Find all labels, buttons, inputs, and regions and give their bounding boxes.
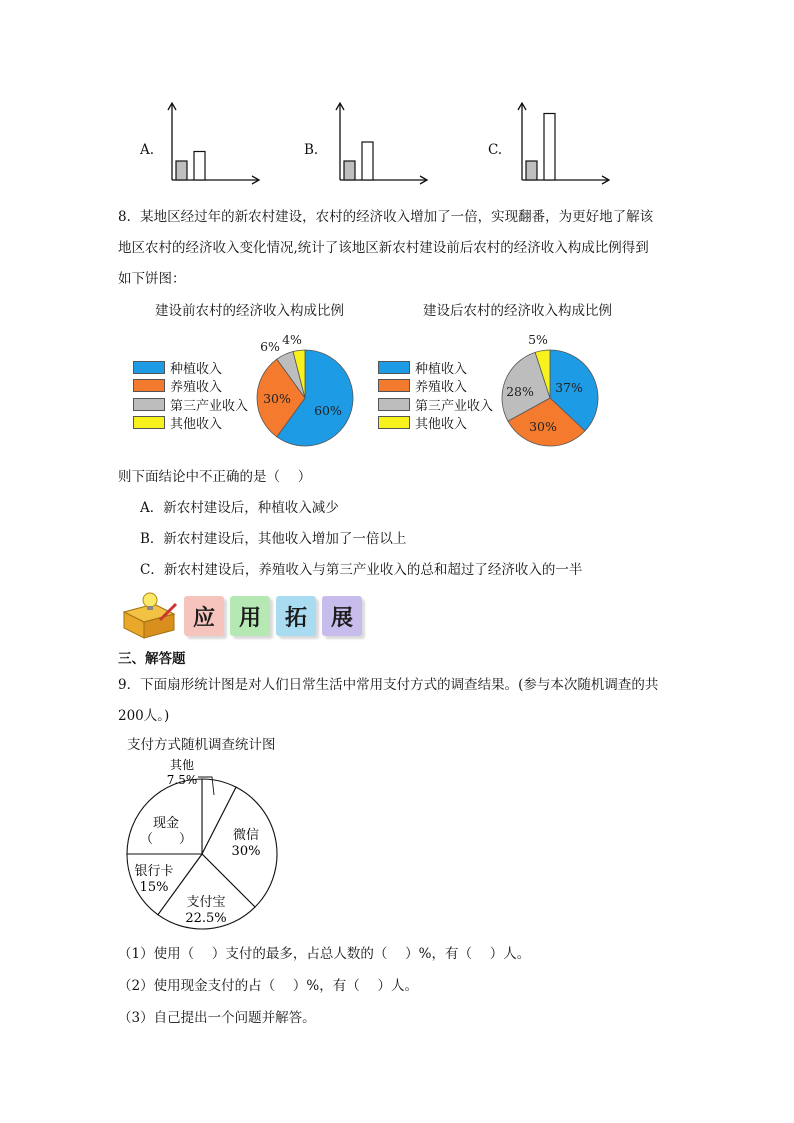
slice-label-2: 6% (260, 339, 280, 354)
q8-line-3: 如下饼图： (118, 271, 186, 287)
slice-label-0: 37% (555, 380, 583, 395)
payment-pie-chart (118, 755, 288, 940)
pie-after-title: 建设后农村的经济收入构成比例 (423, 303, 612, 319)
legend-before-other: 其他收入 (133, 413, 222, 432)
q8-option-a: A．新农村建设后，种植收入减少 (140, 500, 339, 516)
slice-label-3: 5% (528, 332, 548, 347)
q8-option-b: B．新农村建设后，其他收入增加了一倍以上 (140, 531, 407, 547)
legend-after-other: 其他收入 (378, 413, 467, 432)
pie-before-chart (240, 330, 370, 455)
bar-1 (362, 142, 373, 180)
q9-line-2: 200人。) (118, 708, 170, 724)
banner-tile-1: 应 (184, 596, 224, 636)
bar-0 (344, 161, 355, 180)
slice-label-1: 30% (529, 419, 557, 434)
banner-tile-2: 用 (230, 596, 270, 636)
option-a-label: A. (140, 142, 155, 158)
legend-before-planting: 种植收入 (133, 358, 222, 377)
pie-before-title: 建设前农村的经济收入构成比例 (155, 303, 344, 319)
bar-1 (544, 114, 555, 181)
banner-tile-3: 拓 (276, 596, 316, 636)
label-alipay-name: 支付宝 (186, 895, 226, 910)
label-other-pct: 7.5% (166, 773, 198, 787)
q9-line-1: 9．下面扇形统计图是对人们日常生活中常用支付方式的调查结果。(参与本次随机调查的共 (118, 677, 659, 693)
pie-after-chart (485, 330, 615, 455)
toolbox-lightbulb-icon (118, 590, 180, 640)
q8-line-2: 地区农村的经济收入变化情况,统计了该地区新农村建设前后农村的经济收入构成比例得到 (118, 240, 649, 256)
label-card-pct: 15% (139, 880, 169, 895)
label-wechat-name: 微信 (232, 828, 260, 843)
bar-0 (176, 161, 187, 180)
q9-chart-title: 支付方式随机调查统计图 (127, 737, 276, 753)
label-cash-name: 现金 (152, 816, 180, 831)
label-other-name: 其他 (169, 758, 195, 772)
section-title: 三、解答题 (118, 651, 186, 667)
legend-after-breeding: 养殖收入 (378, 376, 467, 395)
slice-label-0: 60% (314, 403, 342, 418)
legend-before-tertiary: 第三产业收入 (133, 395, 248, 414)
label-card-name: 银行卡 (134, 864, 174, 879)
bar-1 (194, 152, 205, 181)
banner-tile-4: 展 (322, 596, 362, 636)
bar-chart-option-b (328, 100, 438, 190)
option-b-label: B. (304, 142, 319, 158)
bar-0 (526, 161, 537, 180)
option-c-label: C. (488, 142, 503, 158)
q8-option-c: C．新农村建设后，养殖收入与第三产业收入的总和超过了经济收入的一半 (140, 562, 583, 578)
slice-label-2: 28% (506, 384, 534, 399)
q9-sub-1: （1）使用（ ）支付的最多，占总人数的（ ）%，有（ ）人。 (118, 946, 531, 962)
label-alipay-pct: 22.5% (185, 911, 227, 926)
bar-chart-option-c (510, 100, 620, 190)
bar-chart-option-a (160, 100, 270, 190)
label-cash-pct: （ ） (139, 832, 193, 847)
label-wechat-pct: 30% (231, 844, 261, 859)
q9-sub-3: （3）自己提出一个问题并解答。 (118, 1010, 316, 1026)
legend-after-tertiary: 第三产业收入 (378, 395, 493, 414)
slice-label-3: 4% (282, 332, 302, 347)
legend-after-planting: 种植收入 (378, 358, 467, 377)
q9-sub-2: （2）使用现金支付的占（ ）%，有（ ）人。 (118, 978, 418, 994)
q8-line-1: 8．某地区经过年的新农村建设，农村的经济收入增加了一倍，实现翻番，为更好地了解该 (118, 209, 654, 225)
q8-prompt: 则下面结论中不正确的是（ ） (118, 469, 312, 485)
legend-before-breeding: 养殖收入 (133, 376, 222, 395)
slice-label-1: 30% (263, 391, 291, 406)
